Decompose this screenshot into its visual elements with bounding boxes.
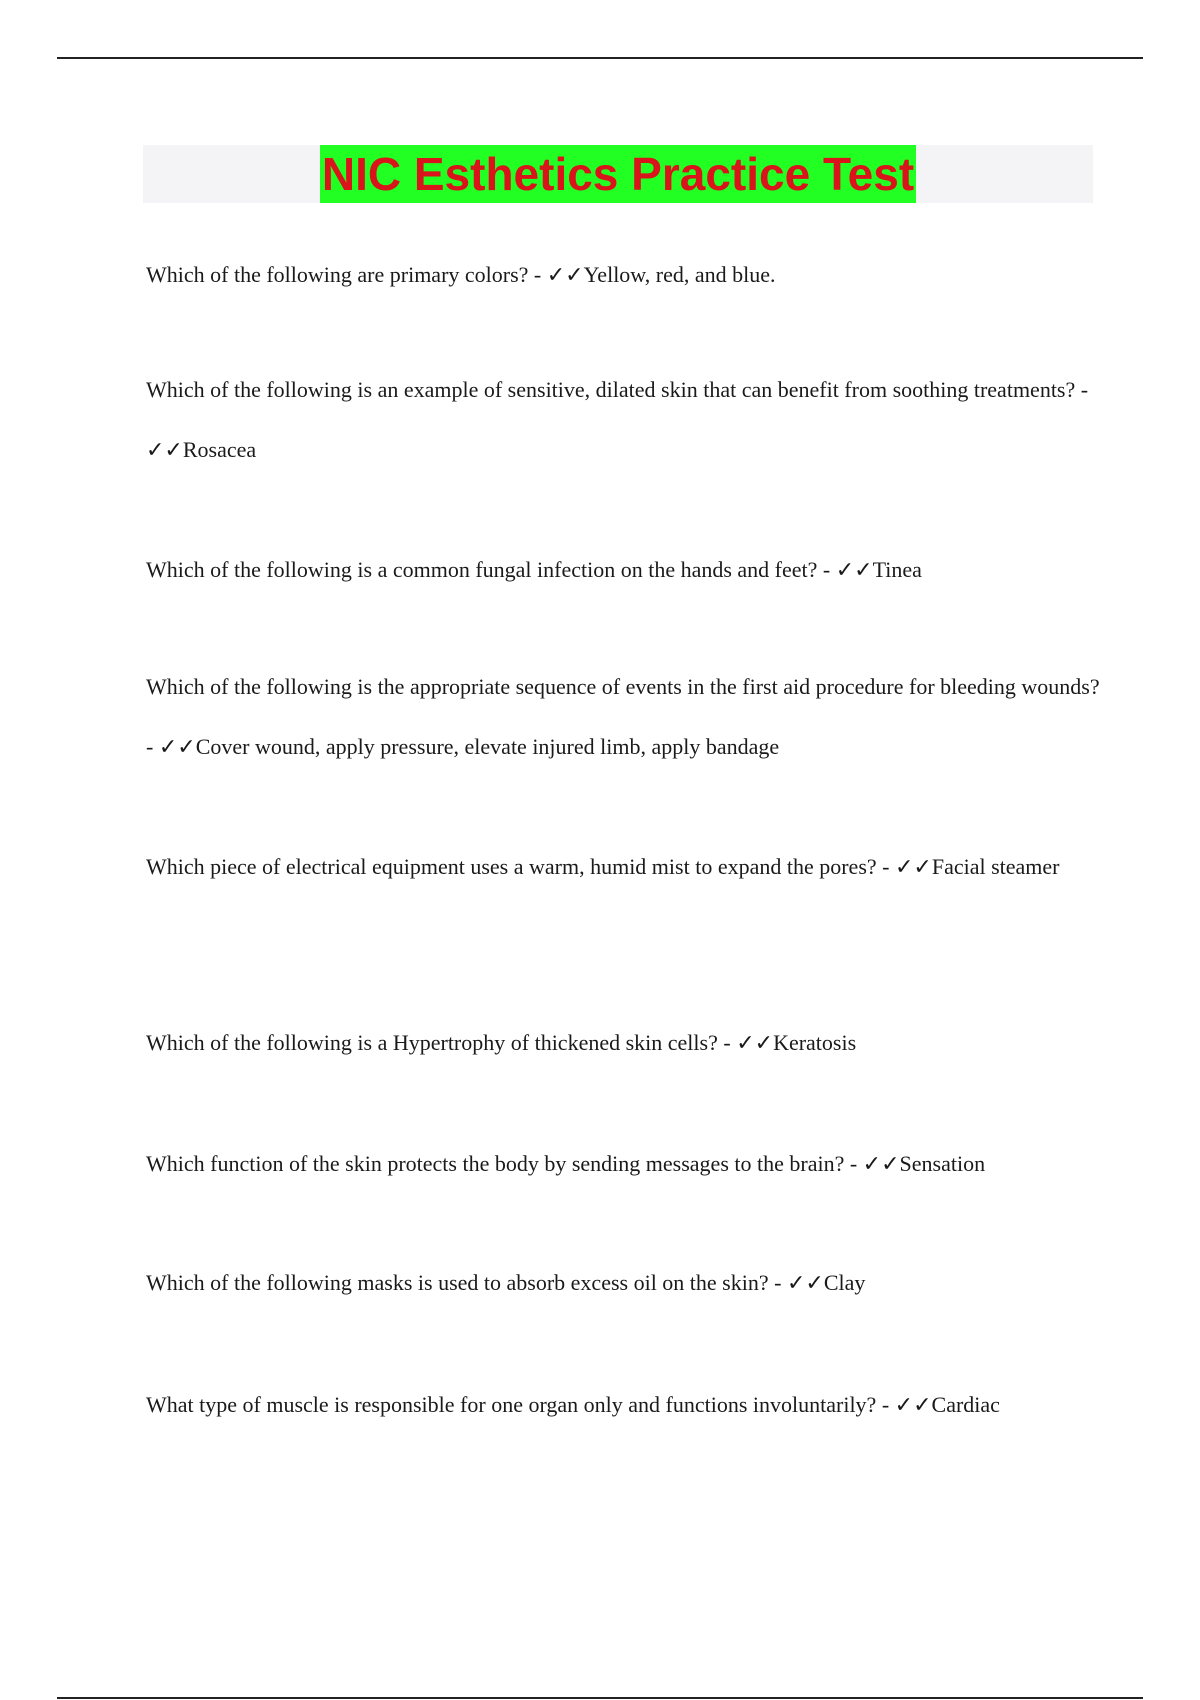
question-text: Which of the following is an example of sensitive, dilated skin that can benefit from soothing treatments? - — [146, 377, 1089, 402]
qa-item-3 — [146, 540, 1101, 601]
answer-text: Cover wound, apply pressure, elevate injured limb, apply bandage — [195, 734, 780, 759]
answer-text: Facial steamer — [931, 854, 1060, 879]
question-text: Which piece of electrical equipment uses a warm, humid mist to expand the pores? - — [146, 854, 895, 879]
qa-item-1 — [146, 245, 1101, 306]
answer-text: Clay — [823, 1270, 866, 1295]
qa-item-8 — [146, 1253, 1101, 1314]
question-text: What type of muscle is responsible for one organ only and functions involuntarily? - — [146, 1392, 895, 1417]
checkmark-icon: ✓✓ — [546, 263, 584, 288]
answer-text: Sensation — [899, 1151, 986, 1176]
question-text: Which of the following is the appropriate sequence of events in the first aid procedure for bleeding wounds? - — [146, 674, 1100, 759]
question-text: Which function of the skin protects the body by sending messages to the brain? - — [146, 1151, 863, 1176]
top-rule — [57, 57, 1143, 59]
qa-item-7 — [146, 1134, 1101, 1195]
checkmark-icon: ✓✓ — [894, 855, 932, 880]
bottom-rule — [57, 1697, 1143, 1699]
answer-text: Rosacea — [182, 437, 257, 462]
answer-text: Keratosis — [773, 1030, 857, 1055]
page-title: NIC Esthetics Practice Test — [320, 145, 916, 203]
answer-text: Tinea — [872, 557, 922, 582]
qa-item-5 — [146, 837, 1101, 898]
checkmark-icon: ✓✓ — [862, 1152, 900, 1177]
qa-item-6 — [146, 1013, 1101, 1074]
question-text: Which of the following are primary colors? - — [146, 262, 547, 287]
title-bar — [143, 145, 1093, 203]
qa-item-4 — [146, 657, 1101, 778]
qa-item-2 — [146, 360, 1101, 481]
answer-text: Cardiac — [931, 1392, 1000, 1417]
checkmark-icon: ✓✓ — [894, 1393, 932, 1418]
checkmark-icon: ✓✓ — [146, 438, 183, 463]
checkmark-icon: ✓✓ — [736, 1031, 774, 1056]
answer-text: Yellow, red, and blue. — [583, 262, 776, 287]
question-text: Which of the following is a common fungal infection on the hands and feet? - — [146, 557, 836, 582]
checkmark-icon: ✓✓ — [786, 1271, 824, 1296]
checkmark-icon: ✓✓ — [835, 558, 873, 583]
checkmark-icon: ✓✓ — [158, 735, 196, 760]
question-text: Which of the following masks is used to absorb excess oil on the skin? - — [146, 1270, 787, 1295]
question-text: Which of the following is a Hypertrophy of thickened skin cells? - — [146, 1030, 737, 1055]
qa-item-9 — [146, 1375, 1101, 1436]
